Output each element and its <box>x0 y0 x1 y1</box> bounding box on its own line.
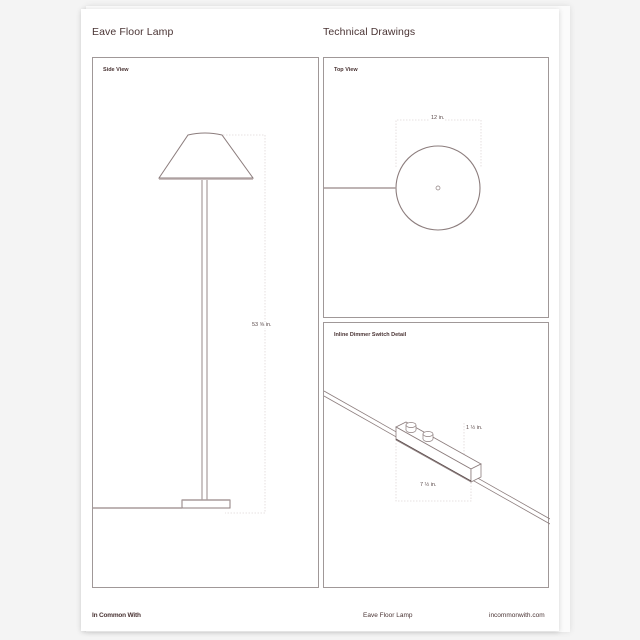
lamp-side-drawing <box>93 58 320 589</box>
side-view-panel <box>92 57 319 588</box>
section-title: Technical Drawings <box>323 26 416 38</box>
diameter-dimension: 12 in. <box>431 115 445 121</box>
dimmer-switch-drawing <box>324 323 550 589</box>
side-view-label: Side View <box>103 67 129 73</box>
switch-length-dimension: 7 ½ in. <box>420 482 437 488</box>
top-view-panel <box>323 57 549 318</box>
brand-name: In Common With <box>92 612 141 619</box>
height-dimension: 53 ⅝ in. <box>252 322 272 328</box>
drawing-sheet <box>81 9 559 631</box>
dimmer-detail-panel <box>323 322 549 588</box>
website-link[interactable]: incommonwith.com <box>489 612 545 619</box>
dimmer-detail-label: Inline Dimmer Switch Detail <box>334 332 407 338</box>
product-title: Eave Floor Lamp <box>92 26 174 38</box>
lamp-top-drawing <box>324 58 550 319</box>
footer-product-name: Eave Floor Lamp <box>363 612 413 619</box>
top-view-label: Top View <box>334 67 358 73</box>
switch-height-dimension: 1 ½ in. <box>466 425 483 431</box>
